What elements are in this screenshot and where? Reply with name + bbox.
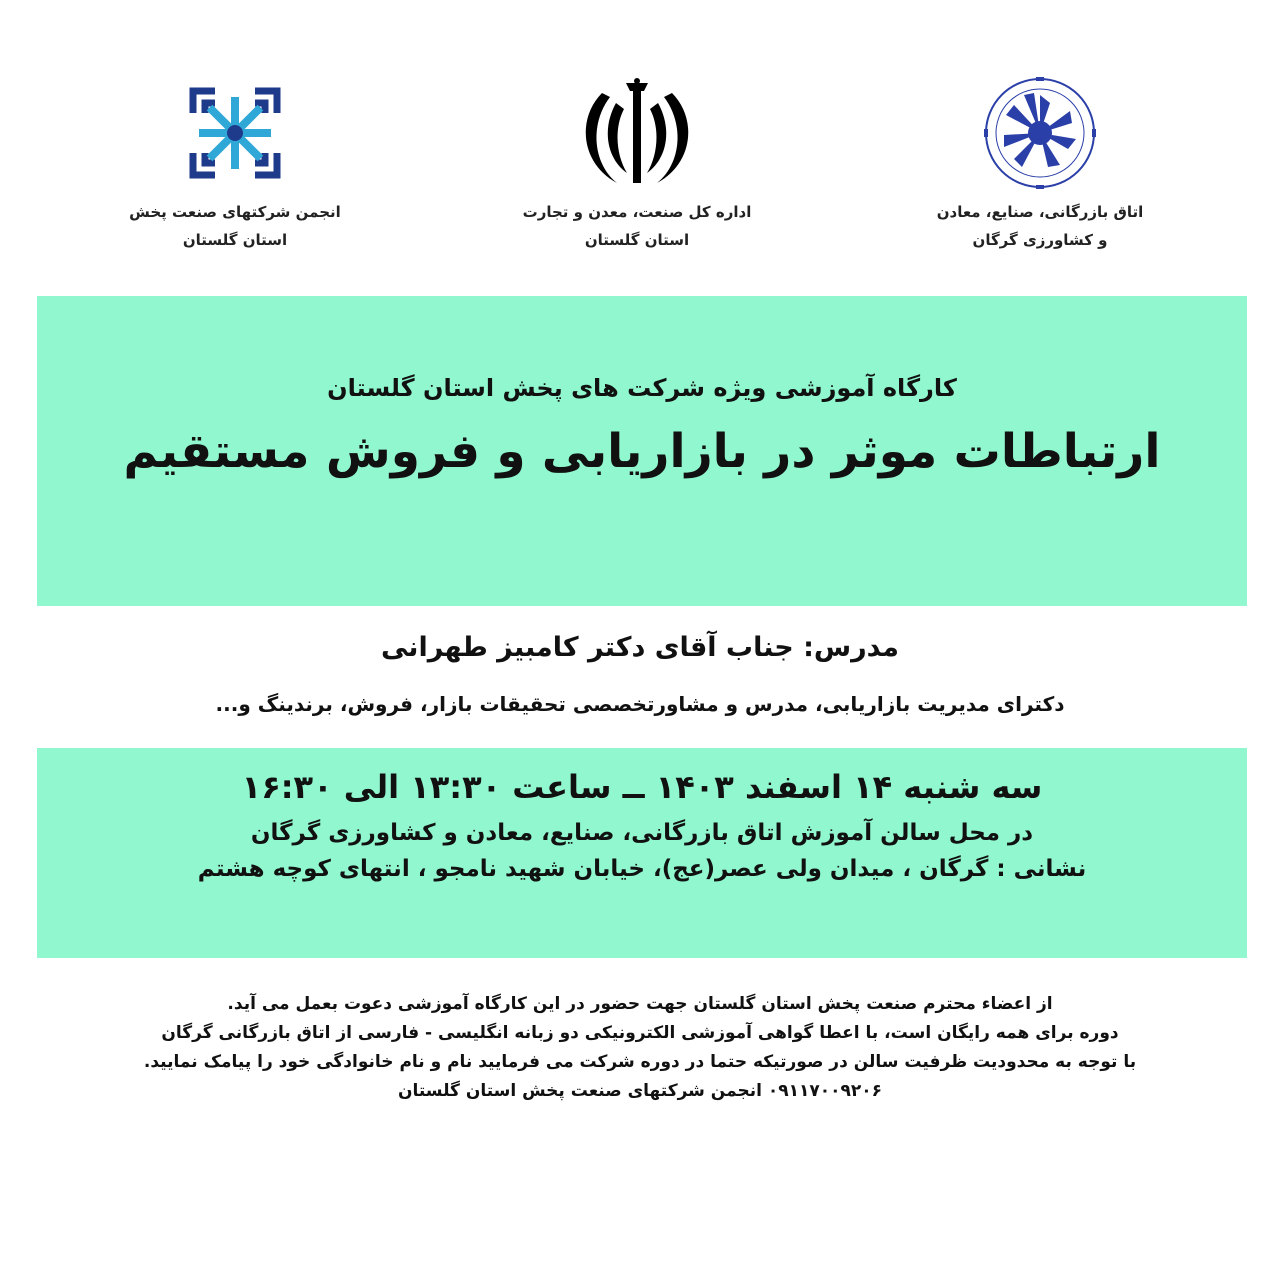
footer-line-contact: ۰۹۱۱۷۰۰۹۲۰۶ انجمن شرکتهای صنعت پخش استان گلستان — [397, 1081, 883, 1101]
distribution-association-block — [55, 70, 415, 251]
instructor-description: دکترای مدیریت بازاریابی، مدرس و مشاورتخصصی تحقیقات بازار، فروش، برندینگ و... — [215, 692, 1065, 716]
ministry-block — [457, 70, 817, 251]
chamber-name-line1: اتاق بازرگانی، صنایع، معادن — [936, 203, 1144, 221]
association-name-line1: انجمن شرکتهای صنعت پخش — [129, 203, 341, 221]
association-name-line2: استان گلستان — [182, 231, 288, 249]
footer-line-invitation: از اعضاء محترم صنعت پخش استان گلستان جهت حضور در این کارگاه آموزشی دعوت بعمل می آید. — [227, 994, 1053, 1014]
footer-line-free-course: دوره برای همه رایگان است، با اعطا گواهی آموزشی الکترونیکی دو زبانه انگلیسی - فارسی از اتاق بازرگانی گرگان — [161, 1023, 1119, 1043]
iran-emblem-icon — [457, 70, 817, 195]
footer-line-registration: با توجه به محدودیت ظرفیت سالن در صورتیکه حتما در دوره شرکت می فرمایید نام و نام خانوادگی خود را پیامک نمایید. — [143, 1052, 1137, 1072]
ministry-name-line1: اداره کل صنعت، معدن و تجارت — [522, 203, 752, 221]
workshop-subtitle: کارگاه آموزشی ویژه شرکت های پخش استان گلستان — [327, 374, 957, 402]
event-venue: در محل سالن آموزش اتاق بازرگانی، صنایع، معادن و کشاورزی گرگان — [250, 820, 1034, 846]
chamber-of-commerce-block — [860, 70, 1220, 251]
footer-notes — [0, 990, 1280, 1106]
schedule-band — [37, 748, 1247, 958]
workshop-title: ارتباطات موثر در بازاریابی و فروش مستقیم — [123, 424, 1161, 479]
event-address: نشانی : گرگان ، میدان ولی عصر(عج)، خیابان شهید نامجو ، انتهای کوچه هشتم — [197, 856, 1087, 882]
chamber-name-line2: و کشاورزی گرگان — [972, 231, 1108, 249]
instructor-name: مدرس: جناب آقای دکتر کامبیز طهرانی — [380, 632, 899, 663]
ministry-name-line2: استان گلستان — [584, 231, 690, 249]
chamber-of-commerce-logo-icon — [860, 70, 1220, 195]
distribution-association-logo-icon — [55, 70, 415, 195]
event-date-time: سه شنبه ۱۴ اسفند ۱۴۰۳ ــ ساعت ۱۳:۳۰ الی ۱۶:۳۰ — [241, 768, 1043, 806]
header-band — [37, 296, 1247, 606]
